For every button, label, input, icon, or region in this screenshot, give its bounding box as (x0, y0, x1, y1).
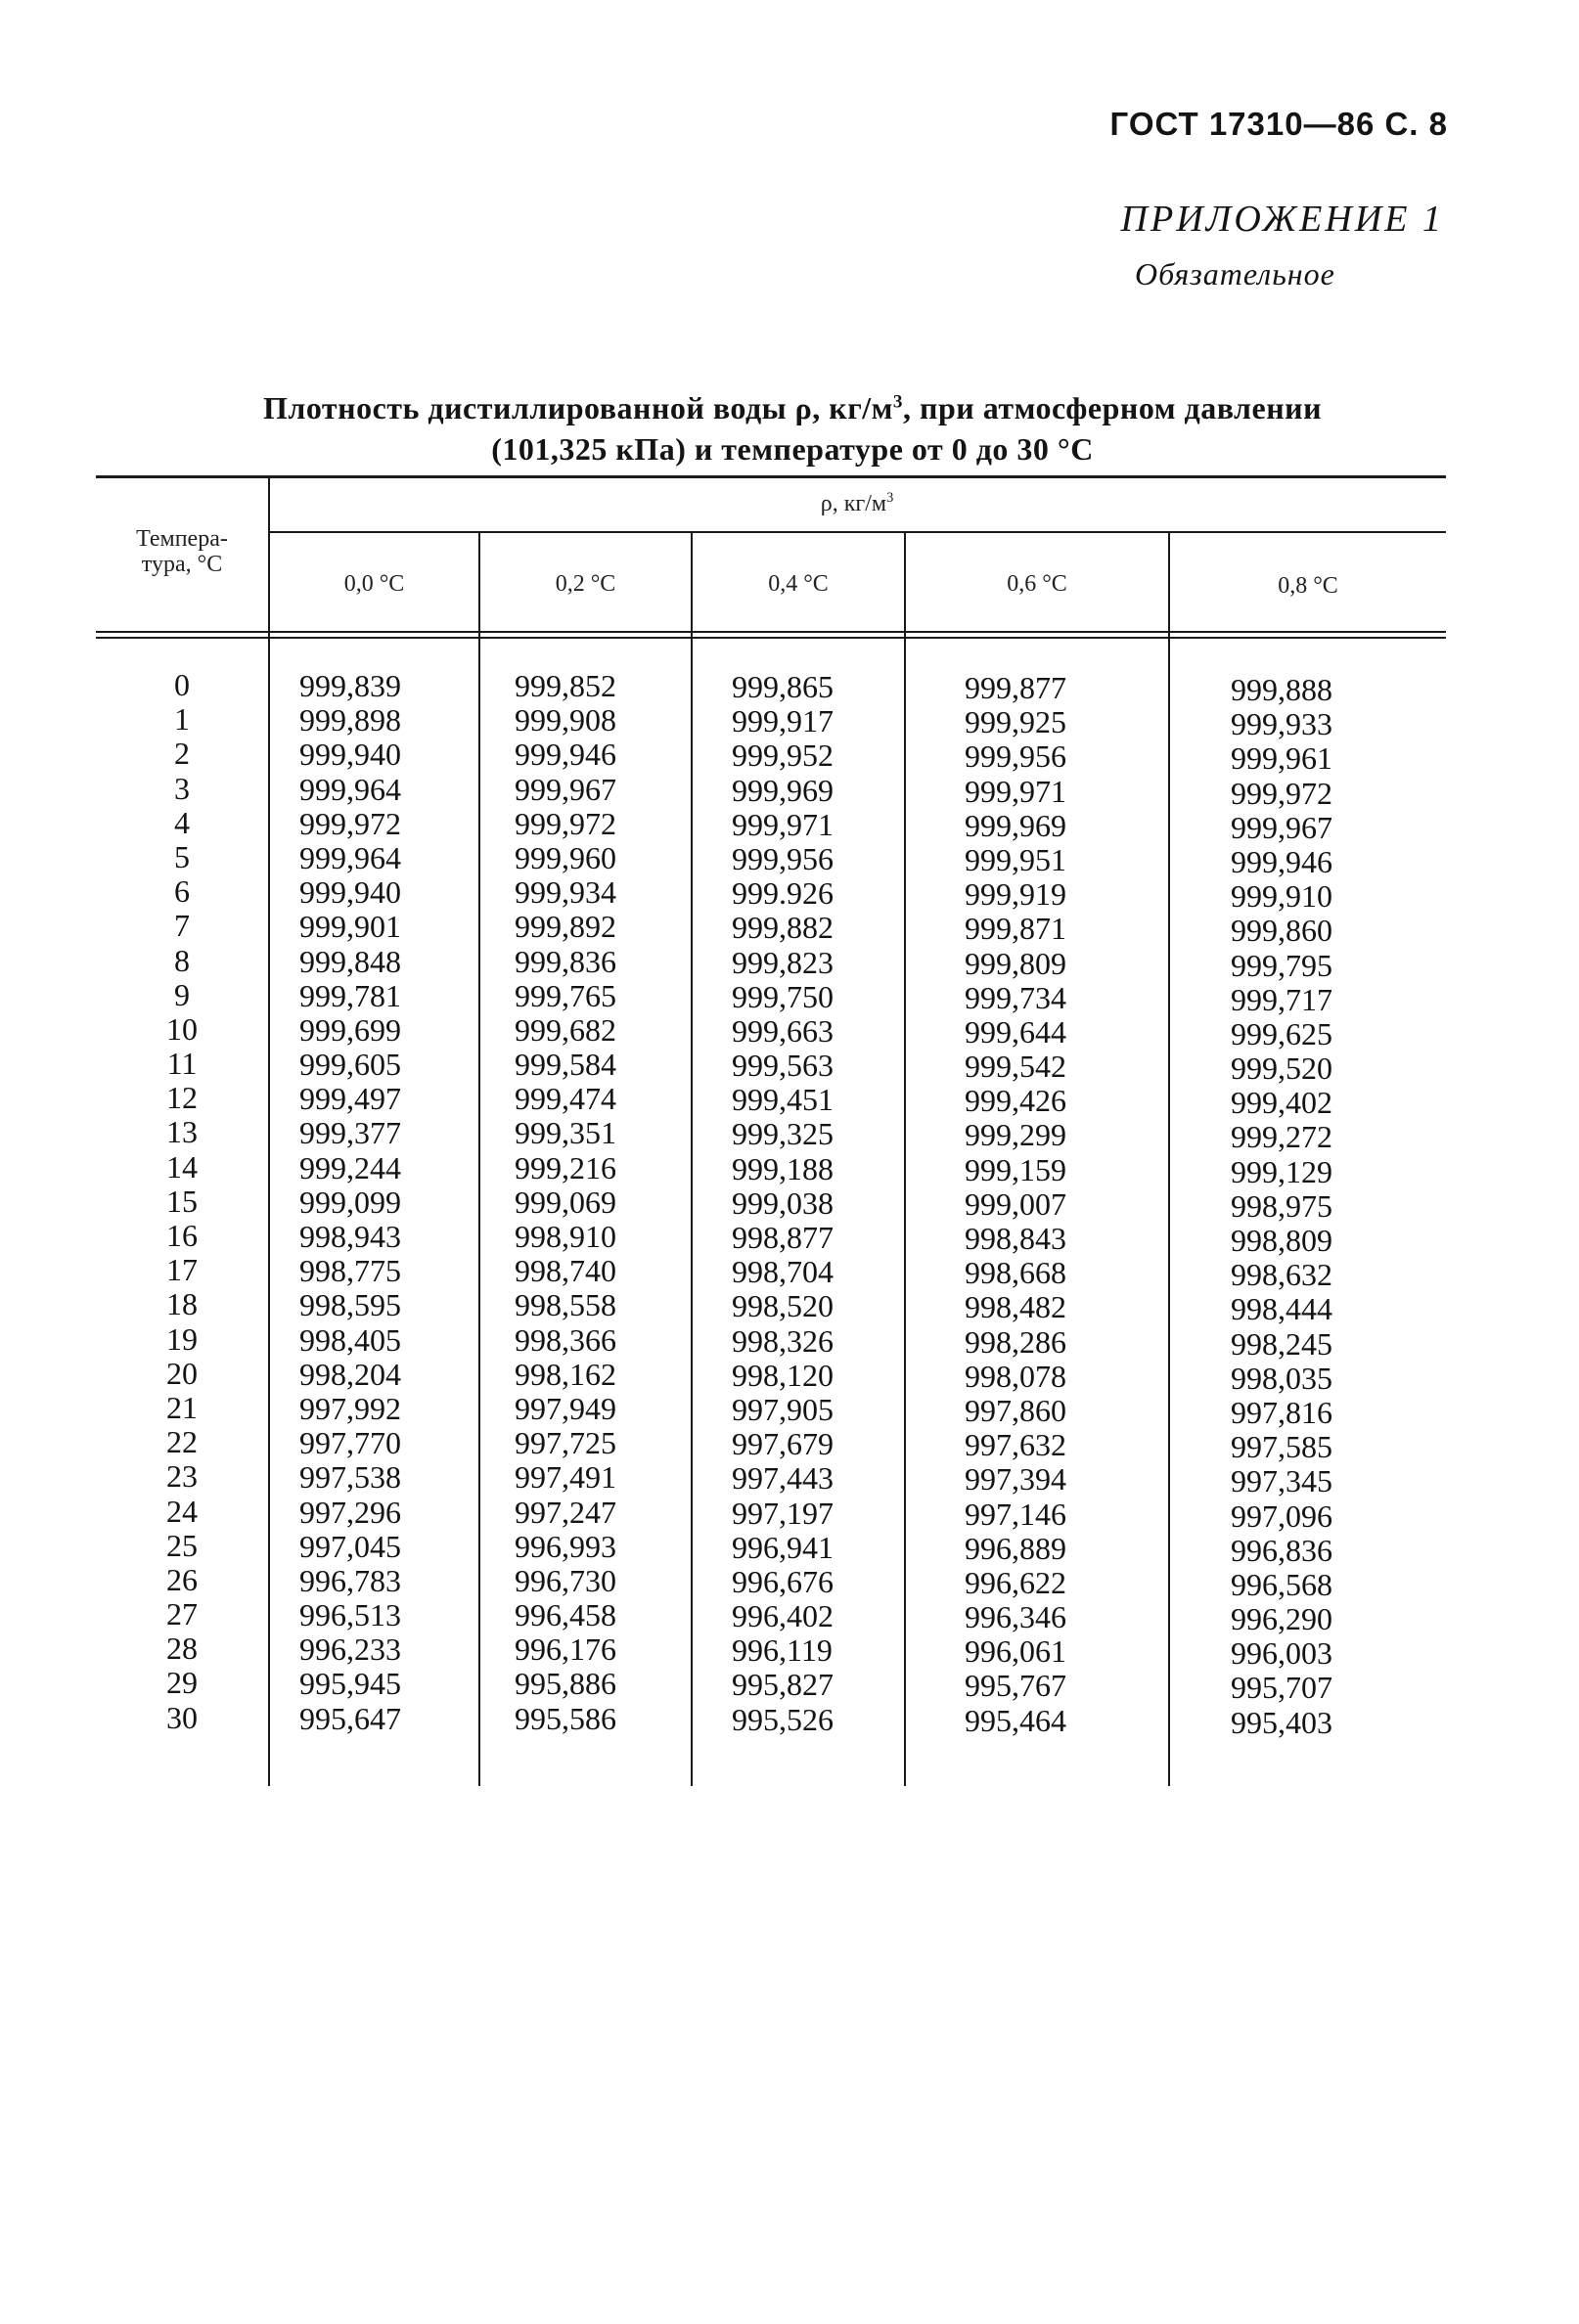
density-value-cell: 999,969 (965, 807, 1066, 843)
density-value-cell: 999,972 (299, 805, 401, 841)
density-value-cell: 999,919 (965, 876, 1066, 913)
density-value-cell: 998,245 (1231, 1325, 1332, 1362)
density-value-cell: 999,967 (1231, 809, 1332, 845)
temperature-cell: 15 (166, 1183, 198, 1219)
density-value-cell: 999,933 (1231, 706, 1332, 742)
density-value-cell: 999,625 (1231, 1015, 1332, 1051)
density-value-cell: 999,871 (965, 911, 1066, 947)
temperature-column (96, 668, 268, 1735)
density-value-cell: 999,892 (515, 909, 616, 945)
density-value-cell: 998,843 (965, 1221, 1066, 1256)
density-value-cell: 997,770 (299, 1425, 401, 1461)
density-value-cell: 999,188 (732, 1150, 834, 1186)
density-value-cell: 995,647 (299, 1700, 401, 1736)
temperature-cell: 24 (166, 1493, 198, 1529)
density-value-cell: 997,538 (299, 1459, 401, 1496)
density-group-header-text: ρ, кг/м (820, 491, 887, 516)
temperature-cell: 6 (174, 873, 190, 910)
density-value-cell: 996,346 (965, 1599, 1066, 1635)
density-value-cell: 999,898 (299, 702, 401, 738)
density-value-cell: 999,952 (732, 737, 834, 774)
density-group-header (268, 491, 1446, 517)
column-header-0-0: 0,0 °С (343, 571, 405, 597)
density-value-cell: 998,943 (299, 1219, 401, 1254)
density-value-cell: 997,146 (965, 1496, 1066, 1532)
density-value-cell: 999,901 (299, 909, 401, 945)
density-value-cell: 997,905 (732, 1391, 834, 1427)
density-value-cell: 998,035 (1231, 1360, 1332, 1396)
density-value-cell: 998,204 (299, 1356, 401, 1392)
caption-line-1-tail: , при атмосферном давлении (903, 390, 1323, 425)
density-value-cell: 999,520 (1231, 1050, 1332, 1087)
density-value-cell: 995,403 (1231, 1704, 1332, 1740)
density-value-cell: 999,129 (1231, 1153, 1332, 1189)
density-value-cell: 999,839 (299, 668, 401, 703)
temperature-cell: 9 (174, 976, 190, 1012)
density-value-cell: 999,351 (515, 1115, 616, 1151)
temperature-cell: 30 (166, 1699, 198, 1735)
temperature-cell: 25 (166, 1527, 198, 1563)
temperature-cell: 16 (166, 1218, 198, 1253)
density-value-cell: 999,852 (515, 668, 616, 703)
density-value-cell: 999,972 (515, 805, 616, 841)
density-value-cell: 997,679 (732, 1426, 834, 1462)
density-value-cell: 997,345 (1231, 1463, 1332, 1499)
group-header-rule (268, 531, 1446, 533)
temperature-cell: 11 (166, 1046, 198, 1082)
density-value-cell: 999,934 (515, 874, 616, 911)
density-value-cell: 997,585 (1231, 1429, 1332, 1465)
density-value-cell: 998,668 (965, 1255, 1066, 1291)
density-value-cell: 995,767 (965, 1668, 1066, 1704)
density-value-cell: 999,682 (515, 1011, 616, 1048)
density-value-cell: 999,971 (732, 806, 834, 842)
density-value-cell: 997,443 (732, 1460, 834, 1497)
density-value-cell: 999,964 (299, 771, 401, 807)
density-value-cell: 999,781 (299, 977, 401, 1013)
density-table (96, 475, 1446, 1786)
temperature-cell: 18 (166, 1286, 198, 1322)
column-divider-5 (1168, 533, 1170, 1786)
density-value-cell: 995,945 (299, 1666, 401, 1702)
density-value-cell: 996,622 (965, 1564, 1066, 1600)
temperature-cell: 5 (174, 838, 190, 874)
density-value-cell: 998,910 (515, 1219, 616, 1254)
header-bottom-rule-1 (96, 631, 1446, 633)
density-value-cell: 998,078 (965, 1358, 1066, 1394)
density-value-cell: 996,676 (732, 1563, 834, 1599)
density-value-cell: 998,366 (515, 1321, 616, 1358)
density-value-cell: 999,402 (1231, 1085, 1332, 1121)
density-value-cell: 999,940 (299, 737, 401, 773)
density-value-cell: 996,176 (515, 1631, 616, 1668)
density-value-cell: 999,865 (732, 669, 834, 704)
density-value-cell: 997,632 (965, 1427, 1066, 1463)
density-value-cell: 999,882 (732, 910, 834, 946)
density-value-cell: 999,946 (515, 737, 616, 773)
density-value-cell: 996,233 (299, 1631, 401, 1668)
temperature-cell: 14 (166, 1148, 198, 1184)
column-header-0-4: 0,4 °С (768, 571, 829, 597)
density-value-cell: 998,595 (299, 1287, 401, 1323)
density-value-cell: 999,663 (732, 1012, 834, 1049)
temperature-cell: 13 (166, 1114, 198, 1150)
temperature-cell: 27 (166, 1596, 198, 1632)
density-value-cell: 999,497 (299, 1081, 401, 1117)
density-value-cell: 999,956 (965, 738, 1066, 775)
density-value-cell: 999,216 (515, 1149, 616, 1185)
table-caption (157, 387, 1428, 469)
density-value-cell: 999,699 (299, 1011, 401, 1048)
density-value-cell: 999,644 (965, 1013, 1066, 1050)
density-value-cell: 999,159 (965, 1151, 1066, 1187)
density-value-cell: 998,444 (1231, 1291, 1332, 1327)
density-value-cell: 999.926 (732, 875, 834, 912)
density-value-cell: 998,975 (1231, 1187, 1332, 1224)
density-value-cell: 997,725 (515, 1425, 616, 1461)
temperature-column-header (96, 526, 268, 577)
density-value-cell: 996,119 (732, 1632, 833, 1669)
density-value-cell: 999,860 (1231, 913, 1332, 949)
density-value-cell: 999,765 (515, 977, 616, 1013)
density-value-cell: 999,299 (965, 1117, 1066, 1153)
density-value-cell: 999,605 (299, 1047, 401, 1083)
temperature-cell: 12 (166, 1080, 198, 1116)
temperature-header-line-2: тура, °С (141, 552, 223, 577)
density-value-cell: 997,045 (299, 1528, 401, 1564)
temperature-cell: 2 (174, 736, 190, 772)
document-reference: ГОСТ 17310—86 С. 8 (1109, 106, 1448, 142)
temperature-cell: 10 (166, 1010, 198, 1047)
density-value-cell: 998,740 (515, 1253, 616, 1289)
column-divider-2 (478, 533, 480, 1786)
density-value-cell: 996,730 (515, 1562, 616, 1598)
density-value-cell: 999,717 (1231, 981, 1332, 1017)
temperature-cell: 29 (166, 1665, 198, 1701)
temperature-cell: 0 (174, 667, 190, 702)
density-value-cell: 999,244 (299, 1149, 401, 1185)
values-column-0-2 (515, 669, 616, 1736)
density-value-cell: 999,946 (1231, 843, 1332, 879)
density-value-cell: 998,632 (1231, 1257, 1332, 1293)
temperature-cell: 4 (174, 804, 190, 840)
density-value-cell: 999,964 (299, 839, 401, 875)
density-value-cell: 998,809 (1231, 1223, 1332, 1258)
density-value-cell: 999,795 (1231, 947, 1332, 983)
density-value-cell: 999,848 (299, 943, 401, 979)
density-value-cell: 997,096 (1231, 1497, 1332, 1534)
temperature-cell: 28 (166, 1631, 198, 1667)
density-value-cell: 997,394 (965, 1461, 1066, 1497)
density-value-cell: 995,707 (1231, 1670, 1332, 1706)
density-value-cell: 996,458 (515, 1597, 616, 1633)
density-value-cell: 996,941 (732, 1529, 834, 1565)
density-value-cell: 999,325 (732, 1116, 834, 1152)
density-value-cell: 999,451 (732, 1082, 834, 1118)
density-value-cell: 999,563 (732, 1048, 834, 1084)
density-value-cell: 998,120 (732, 1357, 834, 1393)
caption-line-2: (101,325 кПа) и температуре от 0 до 30 °С (491, 431, 1094, 467)
density-value-cell: 996,783 (299, 1562, 401, 1598)
caption-line-1 (157, 387, 1428, 428)
density-value-cell: 995,827 (732, 1667, 834, 1703)
density-value-cell: 999,967 (515, 771, 616, 807)
density-value-cell: 997,197 (732, 1495, 834, 1531)
density-value-cell: 999,877 (965, 670, 1066, 705)
density-value-cell: 999,038 (732, 1184, 834, 1221)
density-value-cell: 998,286 (965, 1323, 1066, 1360)
density-value-cell: 997,949 (515, 1390, 616, 1426)
density-value-cell: 999,734 (965, 979, 1066, 1015)
density-value-cell: 995,886 (515, 1666, 616, 1702)
temperature-cell: 3 (174, 770, 190, 806)
density-value-cell: 999,836 (515, 943, 616, 979)
appendix-status: Обязательное (1135, 256, 1335, 291)
density-value-cell: 998,558 (515, 1287, 616, 1323)
density-value-cell: 999,377 (299, 1115, 401, 1151)
density-value-cell: 999,584 (515, 1047, 616, 1083)
density-value-cell: 997,247 (515, 1494, 616, 1530)
density-value-cell: 997,860 (965, 1392, 1066, 1428)
density-value-cell: 999,951 (965, 841, 1066, 877)
density-group-header-superscript: 3 (886, 490, 894, 506)
density-value-cell: 998,877 (732, 1220, 834, 1255)
density-value-cell: 998,775 (299, 1253, 401, 1289)
density-value-cell: 999,917 (732, 703, 834, 739)
density-value-cell: 998,482 (965, 1289, 1066, 1325)
density-value-cell: 996,402 (732, 1598, 834, 1634)
density-value-cell: 995,586 (515, 1700, 616, 1736)
density-value-cell: 999,809 (965, 945, 1066, 981)
temperature-cell: 19 (166, 1320, 198, 1357)
temperature-header-line-1: Темпера- (136, 526, 228, 552)
density-value-cell: 999,972 (1231, 775, 1332, 811)
density-value-cell: 999,960 (515, 839, 616, 875)
temperature-cell: 7 (174, 908, 190, 944)
density-value-cell: 998,405 (299, 1321, 401, 1358)
density-value-cell: 999,888 (1231, 672, 1332, 707)
density-value-cell: 998,520 (732, 1288, 834, 1324)
values-column-0-8 (1231, 673, 1332, 1740)
density-value-cell: 997,296 (299, 1494, 401, 1530)
density-value-cell: 996,061 (965, 1633, 1066, 1670)
caption-line-1-text: Плотность дистиллированной воды ρ, кг/м (262, 390, 893, 425)
density-value-cell: 996,290 (1231, 1601, 1332, 1637)
density-value-cell: 998,704 (732, 1254, 834, 1290)
column-header-0-8: 0,8 °С (1278, 573, 1338, 599)
density-value-cell: 997,816 (1231, 1394, 1332, 1430)
density-value-cell: 999,971 (965, 773, 1066, 809)
density-value-cell: 999,007 (965, 1185, 1066, 1222)
column-divider-3 (691, 533, 693, 1786)
density-value-cell: 998,162 (515, 1356, 616, 1392)
density-value-cell: 999,272 (1231, 1119, 1332, 1155)
header-bottom-rule-2 (96, 637, 1446, 639)
temperature-cell: 17 (166, 1252, 198, 1288)
density-value-cell: 999,940 (299, 874, 401, 911)
column-header-0-2: 0,2 °С (555, 571, 616, 597)
temperature-cell: 1 (174, 701, 190, 737)
temperature-cell: 23 (166, 1458, 198, 1495)
density-value-cell: 999,542 (965, 1049, 1066, 1085)
density-value-cell: 996,003 (1231, 1635, 1332, 1672)
density-value-cell: 996,836 (1231, 1532, 1332, 1568)
density-value-cell: 999,099 (299, 1184, 401, 1220)
density-value-cell: 999,474 (515, 1081, 616, 1117)
density-value-cell: 999,750 (732, 978, 834, 1014)
density-value-cell: 999,069 (515, 1184, 616, 1220)
density-value-cell: 999,823 (732, 944, 834, 980)
column-header-0-6: 0,6 °С (1007, 571, 1067, 597)
values-column-0-6 (965, 671, 1066, 1738)
density-value-cell: 999,925 (965, 704, 1066, 740)
density-value-cell: 996,993 (515, 1528, 616, 1564)
density-value-cell: 996,568 (1231, 1566, 1332, 1602)
column-divider-4 (904, 533, 906, 1786)
density-value-cell: 997,992 (299, 1390, 401, 1426)
temperature-cell: 8 (174, 942, 190, 978)
temperature-cell: 21 (166, 1389, 198, 1425)
density-value-cell: 999,426 (965, 1083, 1066, 1119)
temperature-cell: 20 (166, 1355, 198, 1391)
values-column-0-0 (299, 669, 401, 1736)
density-value-cell: 999,956 (732, 840, 834, 876)
density-value-cell: 999,910 (1231, 878, 1332, 915)
table-top-rule (96, 475, 1446, 478)
density-value-cell: 999,908 (515, 702, 616, 738)
density-value-cell: 999,961 (1231, 740, 1332, 777)
density-value-cell: 996,889 (965, 1530, 1066, 1566)
column-divider-1 (268, 475, 270, 1786)
density-value-cell: 998,326 (732, 1322, 834, 1359)
density-value-cell: 995,464 (965, 1702, 1066, 1738)
appendix-title: ПРИЛОЖЕНИЕ 1 (1120, 199, 1444, 240)
density-value-cell: 995,526 (732, 1701, 834, 1737)
caption-superscript: 3 (892, 391, 904, 413)
temperature-cell: 22 (166, 1424, 198, 1460)
density-value-cell: 996,513 (299, 1597, 401, 1633)
density-value-cell: 999,969 (732, 772, 834, 808)
values-column-0-4 (732, 670, 834, 1737)
density-value-cell: 997,491 (515, 1459, 616, 1496)
temperature-cell: 26 (166, 1561, 198, 1597)
